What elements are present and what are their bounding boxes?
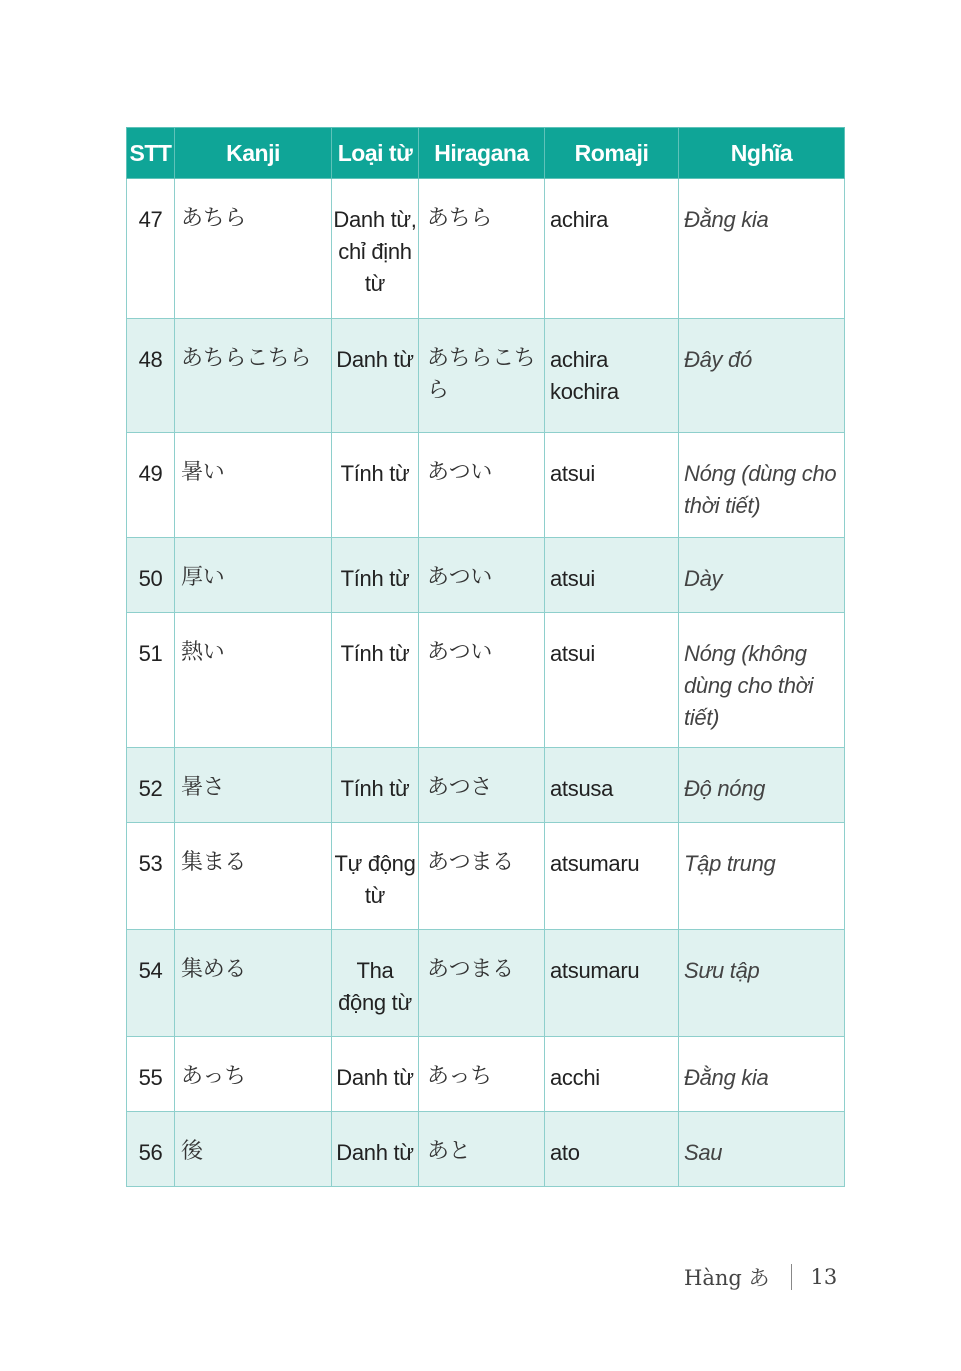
romaji-cell: atsumaru (545, 930, 679, 1037)
romaji-cell: atsusa (545, 748, 679, 823)
section-label: Hàng あ (684, 1266, 770, 1290)
row-number: 56 (127, 1112, 175, 1187)
vocabulary-table (126, 127, 845, 1187)
row-number: 50 (127, 538, 175, 613)
word-type-cell: Danh từ (332, 319, 419, 433)
word-type-cell: Tính từ (332, 433, 419, 538)
word-type-cell: Tự động từ (332, 823, 419, 930)
kanji-cell: 厚い (175, 538, 332, 613)
table-row (127, 748, 845, 823)
romaji-cell: atsui (545, 538, 679, 613)
meaning-cell: Tập trung (679, 823, 845, 930)
word-type-cell: Tính từ (332, 538, 419, 613)
page-footer (684, 1262, 837, 1292)
kanji-cell: 暑い (175, 433, 332, 538)
table-row (127, 538, 845, 613)
hiragana-cell: あと (419, 1112, 545, 1187)
row-number: 51 (127, 613, 175, 748)
romaji-cell: acchi (545, 1037, 679, 1112)
romaji-cell: atsumaru (545, 823, 679, 930)
row-number: 53 (127, 823, 175, 930)
table-row (127, 1112, 845, 1187)
table-header-row (127, 128, 845, 179)
romaji-cell: atsui (545, 433, 679, 538)
romaji-cell: ato (545, 1112, 679, 1187)
hiragana-cell: あつまる (419, 823, 545, 930)
page-number: 13 (810, 1265, 838, 1289)
header-romaji: Romaji (545, 128, 679, 179)
row-number: 52 (127, 748, 175, 823)
meaning-cell: Đây đó (679, 319, 845, 433)
hiragana-cell: あつい (419, 433, 545, 538)
table-row (127, 823, 845, 930)
footer-divider (791, 1264, 792, 1290)
table-row (127, 433, 845, 538)
table-row (127, 1037, 845, 1112)
header-meaning: Nghĩa (679, 128, 845, 179)
meaning-cell: Sưu tập (679, 930, 845, 1037)
kanji-cell: 後 (175, 1112, 332, 1187)
table-row (127, 179, 845, 319)
romaji-cell: achira kochira (545, 319, 679, 433)
header-stt: STT (127, 128, 175, 179)
meaning-cell: Nóng (không dùng cho thời tiết) (679, 613, 845, 748)
hiragana-cell: あつい (419, 538, 545, 613)
table-row (127, 319, 845, 433)
kanji-cell: あちらこちら (175, 319, 332, 433)
hiragana-cell: あつまる (419, 930, 545, 1037)
header-hiragana: Hiragana (419, 128, 545, 179)
row-number: 47 (127, 179, 175, 319)
header-kanji: Kanji (175, 128, 332, 179)
hiragana-cell: あちら (419, 179, 545, 319)
kanji-cell: 集まる (175, 823, 332, 930)
kanji-cell: 集める (175, 930, 332, 1037)
word-type-cell: Tha động từ (332, 930, 419, 1037)
romaji-cell: atsui (545, 613, 679, 748)
word-type-cell: Danh từ, chỉ định từ (332, 179, 419, 319)
hiragana-cell: あちらこちら (419, 319, 545, 433)
word-type-cell: Danh từ (332, 1037, 419, 1112)
hiragana-cell: あつい (419, 613, 545, 748)
word-type-cell: Tính từ (332, 748, 419, 823)
kanji-cell: あっち (175, 1037, 332, 1112)
romaji-cell: achira (545, 179, 679, 319)
row-number: 54 (127, 930, 175, 1037)
kanji-cell: あちら (175, 179, 332, 319)
row-number: 49 (127, 433, 175, 538)
word-type-cell: Danh từ (332, 1112, 419, 1187)
row-number: 48 (127, 319, 175, 433)
word-type-cell: Tính từ (332, 613, 419, 748)
meaning-cell: Đằng kia (679, 179, 845, 319)
hiragana-cell: あっち (419, 1037, 545, 1112)
meaning-cell: Đằng kia (679, 1037, 845, 1112)
table-row (127, 930, 845, 1037)
header-word-type: Loại từ (332, 128, 419, 179)
hiragana-cell: あつさ (419, 748, 545, 823)
meaning-cell: Độ nóng (679, 748, 845, 823)
table-row (127, 613, 845, 748)
row-number: 55 (127, 1037, 175, 1112)
kanji-cell: 暑さ (175, 748, 332, 823)
meaning-cell: Sau (679, 1112, 845, 1187)
kanji-cell: 熱い (175, 613, 332, 748)
meaning-cell: Nóng (dùng cho thời tiết) (679, 433, 845, 538)
meaning-cell: Dày (679, 538, 845, 613)
